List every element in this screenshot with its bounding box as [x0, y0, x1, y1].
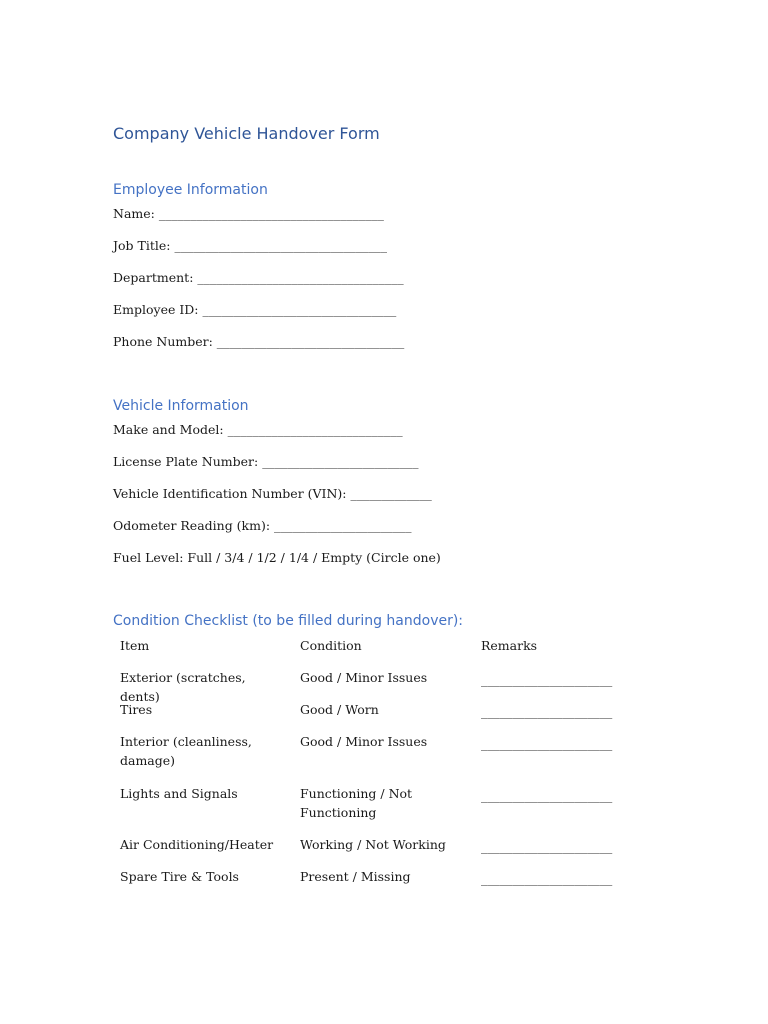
row-remarks: _____________________: [481, 788, 613, 803]
row-remarks: _____________________: [481, 672, 613, 687]
phone-number-field: Phone Number: ______________________________: [113, 334, 405, 349]
row-remarks: _____________________: [481, 871, 613, 886]
row-condition: Good / Minor Issues: [300, 670, 428, 685]
row-remarks: _____________________: [481, 704, 613, 719]
job-title-field: Job Title: __________________________________: [113, 238, 387, 253]
form-title: Company Vehicle Handover Form: [113, 124, 380, 143]
vehicle-section-heading: Vehicle Information: [113, 398, 249, 414]
employee-section-heading: Employee Information: [113, 182, 268, 198]
name-field: Name: ____________________________________: [113, 206, 384, 221]
header-remarks: Remarks: [481, 638, 538, 653]
row-condition: Good / Worn: [300, 702, 379, 717]
row-condition: Working / Not Working: [300, 837, 446, 852]
row-remarks: _____________________: [481, 839, 613, 854]
vin-field: Vehicle Identification Number (VIN): _____________: [113, 486, 432, 501]
row-item: Tires: [120, 702, 153, 717]
row-item: Lights and Signals: [120, 786, 238, 801]
row-condition: Functioning / Not Functioning: [300, 786, 413, 820]
row-item: Air Conditioning/Heater: [120, 837, 274, 852]
header-condition: Condition: [300, 638, 362, 653]
row-remarks: _____________________: [481, 736, 613, 751]
checklist-heading: Condition Checklist (to be filled during handover):: [113, 613, 464, 629]
row-condition: Good / Minor Issues: [300, 734, 428, 749]
department-field: Department: _________________________________: [113, 270, 404, 285]
license-plate-field: License Plate Number: _________________________: [113, 454, 419, 469]
make-model-field: Make and Model: ____________________________: [113, 422, 403, 437]
odometer-field: Odometer Reading (km): ______________________: [113, 518, 412, 533]
row-item: Exterior (scratches, dents): [120, 670, 246, 704]
employee-id-field: Employee ID: _______________________________: [113, 302, 397, 317]
row-item: Interior (cleanliness, damage): [120, 734, 252, 768]
fuel-level-field: Fuel Level: Full / 3/4 / 1/2 / 1/4 / Empty (Circle one): [113, 550, 441, 565]
header-item: Item: [120, 638, 150, 653]
row-condition: Present / Missing: [300, 869, 411, 884]
row-item: Spare Tire & Tools: [120, 869, 239, 884]
